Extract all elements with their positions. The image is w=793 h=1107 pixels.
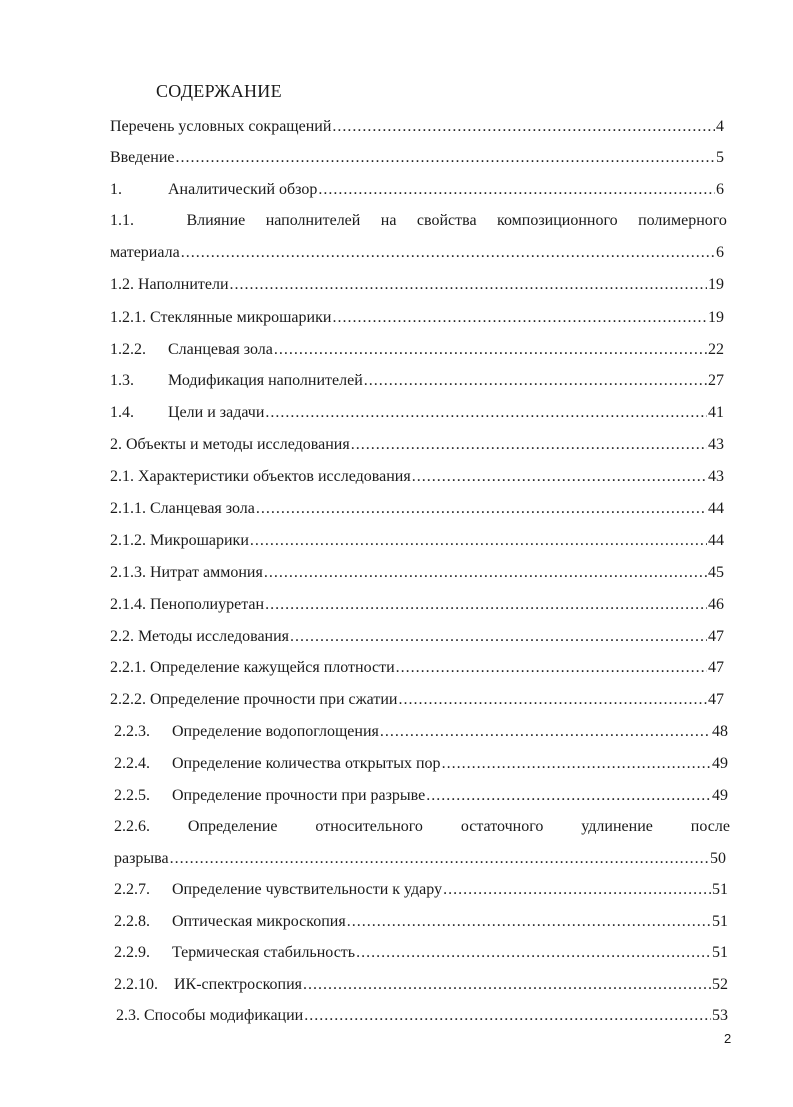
toc-word: наполнителей bbox=[265, 212, 361, 229]
toc-leader bbox=[265, 595, 707, 615]
toc-entry[interactable] bbox=[110, 499, 724, 519]
toc-entry-page: 52 bbox=[712, 976, 728, 993]
toc-entry-continuation[interactable] bbox=[114, 849, 726, 869]
toc-entry-text: 1.2.1. Стеклянные микрошарики bbox=[110, 309, 332, 326]
toc-leader bbox=[256, 499, 707, 519]
toc-entry-page: 51 bbox=[712, 881, 728, 898]
toc-word: на bbox=[380, 212, 397, 229]
toc-word: удлинение bbox=[581, 818, 653, 835]
toc-entry[interactable] bbox=[110, 275, 724, 295]
toc-entry[interactable] bbox=[114, 943, 728, 963]
toc-entry[interactable] bbox=[110, 658, 724, 678]
toc-entry-text: материала bbox=[110, 244, 180, 261]
toc-entry-text: 2.2.2. Определение прочности при сжатии bbox=[110, 691, 398, 708]
toc-entry-text: 2.1.1. Сланцевая зола bbox=[110, 500, 255, 517]
toc-leader bbox=[347, 912, 711, 932]
toc-leader bbox=[398, 690, 707, 710]
toc-leader bbox=[318, 180, 715, 200]
toc-entry-page: 41 bbox=[708, 404, 724, 421]
toc-entry-number: 2.2.10. bbox=[114, 976, 158, 993]
toc-entry-number: 1.3. bbox=[110, 372, 134, 389]
toc-entry[interactable] bbox=[110, 308, 724, 328]
toc-entry-text: Термическая стабильность bbox=[172, 944, 356, 961]
toc-leader bbox=[265, 403, 707, 423]
toc-entry-page: 4 bbox=[716, 118, 724, 135]
toc-leader bbox=[170, 849, 709, 869]
toc-entry-page: 49 bbox=[712, 787, 728, 804]
toc-entry-page: 43 bbox=[708, 468, 724, 485]
toc-entry-text: Оптическая микроскопия bbox=[172, 913, 346, 930]
toc-entry[interactable] bbox=[110, 690, 724, 710]
toc-entry-text: Перечень условных сокращений bbox=[110, 118, 332, 135]
toc-entry-text: 2.1.4. Пенополиуретан bbox=[110, 596, 265, 613]
toc-leader bbox=[176, 148, 716, 168]
toc-entry-text: Модификация наполнителей bbox=[168, 372, 363, 389]
toc-entry-number: 1.4. bbox=[110, 404, 134, 421]
toc-entry-page: 47 bbox=[708, 628, 724, 645]
toc-entry-text: 2.2. Методы исследования bbox=[110, 628, 290, 645]
toc-entry-text: 2. Объекты и методы исследования bbox=[110, 436, 350, 453]
toc-leader bbox=[351, 435, 707, 455]
toc-entry-text: Введение bbox=[110, 149, 175, 166]
toc-entry-text: 1.2. Наполнители bbox=[110, 276, 229, 293]
toc-entry-page: 46 bbox=[708, 596, 724, 613]
toc-entry-text: 2.1.3. Нитрат аммония bbox=[110, 564, 263, 581]
toc-entry[interactable] bbox=[110, 627, 724, 647]
toc-entry-page: 44 bbox=[708, 532, 724, 549]
toc-entry[interactable] bbox=[116, 1006, 728, 1026]
toc-leader bbox=[443, 880, 711, 900]
toc-leader bbox=[332, 117, 715, 137]
toc-leader bbox=[380, 722, 711, 742]
toc-entry-number: 1.1. bbox=[110, 212, 134, 229]
toc-leader bbox=[442, 754, 711, 774]
toc-entry[interactable] bbox=[110, 595, 724, 615]
toc-entry[interactable] bbox=[110, 117, 724, 137]
toc-word: относительного bbox=[315, 818, 423, 835]
toc-entry[interactable] bbox=[110, 435, 724, 455]
toc-entry[interactable] bbox=[110, 148, 724, 168]
toc-entry-justified-line[interactable] bbox=[110, 211, 727, 231]
toc-word: композиционного bbox=[496, 212, 618, 229]
toc-leader bbox=[274, 340, 707, 360]
toc-entry[interactable] bbox=[114, 912, 728, 932]
toc-leader bbox=[264, 563, 707, 583]
page-number: 2 bbox=[724, 1031, 732, 1046]
toc-leader bbox=[396, 658, 707, 678]
toc-entry-number: 2.2.3. bbox=[114, 723, 150, 740]
toc-entry-justified-line[interactable] bbox=[114, 817, 730, 837]
toc-leader bbox=[250, 531, 707, 551]
toc-word: после bbox=[690, 818, 730, 835]
toc-entry-number: 2.2.6. bbox=[114, 818, 150, 835]
toc-entry-number: 1. bbox=[110, 181, 122, 198]
toc-entry[interactable] bbox=[114, 880, 728, 900]
toc-word: остаточного bbox=[460, 818, 544, 835]
toc-entry-number: 2.2.9. bbox=[114, 944, 150, 961]
toc-entry-text: 2.3. Способы модификации bbox=[116, 1007, 304, 1024]
toc-entry-page: 45 bbox=[708, 564, 724, 581]
page-title: СОДЕРЖАНИЕ bbox=[156, 81, 282, 101]
toc-leader bbox=[181, 243, 715, 263]
toc-entry[interactable] bbox=[110, 563, 724, 583]
toc-entry[interactable] bbox=[110, 180, 724, 200]
toc-leader bbox=[230, 275, 707, 295]
toc-entry-page: 53 bbox=[712, 1007, 728, 1024]
toc-entry-page: 51 bbox=[712, 913, 728, 930]
toc-entry[interactable] bbox=[110, 531, 724, 551]
toc-entry-text: ИК-спектроскопия bbox=[174, 976, 303, 993]
toc-entry-continuation[interactable] bbox=[110, 243, 724, 263]
toc-leader bbox=[364, 371, 707, 391]
toc-entry-text: разрыва bbox=[114, 850, 169, 867]
toc-entry-page: 51 bbox=[712, 944, 728, 961]
toc-word: свойства bbox=[416, 212, 477, 229]
toc-entry-page: 48 bbox=[712, 723, 728, 740]
toc-entry-page: 22 bbox=[708, 341, 724, 358]
toc-word: Определение bbox=[187, 818, 278, 835]
toc-entry-text: Определение чувствительности к удару bbox=[172, 881, 443, 898]
toc-leader bbox=[356, 943, 711, 963]
toc-entry-page: 47 bbox=[708, 659, 724, 676]
toc-entry-text: 2.2.1. Определение кажущейся плотности bbox=[110, 659, 395, 676]
toc-leader bbox=[332, 308, 707, 328]
toc-entry-text: Определение прочности при разрыве bbox=[172, 787, 426, 804]
toc-leader bbox=[412, 467, 707, 487]
toc-entry-text: 2.1.2. Микрошарики bbox=[110, 532, 249, 549]
toc-word: Влияние bbox=[186, 212, 246, 229]
toc-entry[interactable] bbox=[114, 975, 728, 995]
toc-entry-page: 47 bbox=[708, 691, 724, 708]
toc-entry-page: 50 bbox=[710, 850, 726, 867]
toc-entry-text: Сланцевая зола bbox=[168, 341, 273, 358]
toc-entry-text: Цели и задачи bbox=[168, 404, 265, 421]
toc-word: полимерного bbox=[638, 212, 727, 229]
toc-entry-page: 49 bbox=[712, 755, 728, 772]
toc-leader bbox=[426, 786, 711, 806]
toc-entry-page: 6 bbox=[716, 244, 724, 261]
toc-entry[interactable] bbox=[110, 371, 724, 391]
toc-entry-text: Аналитический обзор bbox=[168, 181, 318, 198]
toc-entry-text: Определение водопоглощения bbox=[172, 723, 379, 740]
toc-entry-number: 2.2.8. bbox=[114, 913, 150, 930]
toc-leader bbox=[290, 627, 707, 647]
toc-entry-text: Определение количества открытых пор bbox=[172, 755, 441, 772]
toc-entry-number: 2.2.7. bbox=[114, 881, 150, 898]
toc-entry[interactable] bbox=[114, 754, 728, 774]
toc-entry[interactable] bbox=[110, 340, 724, 360]
toc-entry[interactable] bbox=[114, 786, 728, 806]
toc-entry[interactable] bbox=[114, 722, 728, 742]
toc-leader bbox=[303, 975, 711, 995]
toc-entry-page: 6 bbox=[716, 181, 724, 198]
toc-entry-number: 1.2.2. bbox=[110, 341, 146, 358]
toc-entry-text: 2.1. Характеристики объектов исследования bbox=[110, 468, 411, 485]
toc-entry-number: 2.2.4. bbox=[114, 755, 150, 772]
toc-entry-page: 44 bbox=[708, 500, 724, 517]
toc-leader bbox=[304, 1006, 711, 1026]
toc-entry-page: 19 bbox=[708, 276, 724, 293]
toc-entry-page: 43 bbox=[708, 436, 724, 453]
toc-entry-page: 27 bbox=[708, 372, 724, 389]
toc-entry[interactable] bbox=[110, 403, 724, 423]
toc-entry-page: 5 bbox=[716, 149, 724, 166]
toc-entry[interactable] bbox=[110, 467, 724, 487]
toc-entry-number: 2.2.5. bbox=[114, 787, 150, 804]
toc-entry-page: 19 bbox=[708, 309, 724, 326]
